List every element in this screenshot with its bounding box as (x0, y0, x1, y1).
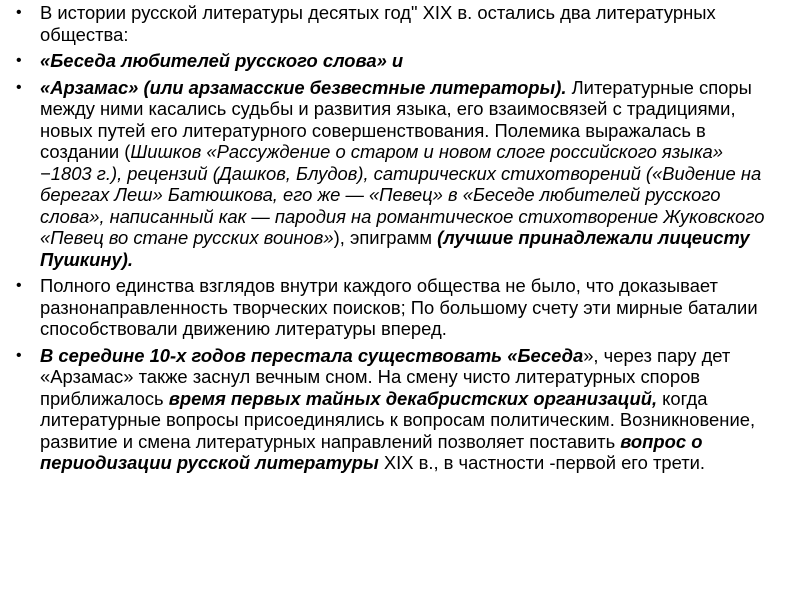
text-segment-emphasis: «Беседа любителей русского слова» и (40, 50, 404, 71)
text-segment-italic: Шишков «Рассуждение о старом и новом слоге российского языка» −1803 г.), рецензий (Дашков, Блудов), сатирических стихотворений («Видение на берегах Леш» Батюшкова, его же — «Певец» в «Беседе любителей русского слова», написанный как — пародия на романтическое стихотворение Жуковского «Певец во стане русских воинов» (40, 141, 765, 248)
text-segment-emphasis: время первых тайных декабристских организаций, (168, 387, 658, 409)
text-segment: », через пару дет «Арзамас» также заснул вечным сном. На смену чисто литературных споров приближалось (40, 344, 731, 409)
text-segment-emphasis: В середине 10-х годов перестала существовать «Беседа (40, 344, 584, 366)
bullet-marker: • (16, 78, 22, 96)
bullet-item (16, 50, 770, 72)
text-segment: Полного единства взглядов внутри каждого общества не было, что доказывает разнонаправленность творческих поисков; По большому счету эти мирные баталии способствовали движению литературы вперед. (40, 275, 758, 339)
bullet-marker: • (16, 4, 22, 21)
bullet-marker: • (16, 52, 22, 69)
text-segment: ), эпиграмм (333, 227, 438, 248)
text-segment-emphasis: вопрос о периодизации русской литературы (40, 430, 703, 473)
text-segment: В истории русской литературы десятых год" XIX в. остались два литературных общества: (40, 2, 716, 45)
text-segment: XIX в., в частности -первой его трети. (378, 452, 706, 473)
text-segment: когда литературные вопросы присоединялись к вопросам политическим. Возникновение, развитие и смена литературных направлений позволяет поставить (40, 387, 756, 452)
text-segment-emphasis: «Арзамас» (или арзамасские безвестные литераторы). (40, 76, 567, 98)
bullet-item (16, 76, 770, 271)
bullet-marker: • (16, 346, 22, 364)
text-segment-emphasis: (лучшие принадлежали лицеисту Пушкину). (40, 227, 750, 270)
bullet-item (16, 2, 770, 45)
text-segment: Литературные споры между ними касались судьбы и развития языка, его взаимосвязей с традициями, новых путей его литературного совершенствования. Полемика выражалась в создании ( (40, 76, 752, 162)
bullet-list (16, 2, 770, 474)
bullet-item (16, 275, 770, 340)
bullet-marker: • (16, 277, 22, 294)
bullet-item (16, 344, 770, 474)
